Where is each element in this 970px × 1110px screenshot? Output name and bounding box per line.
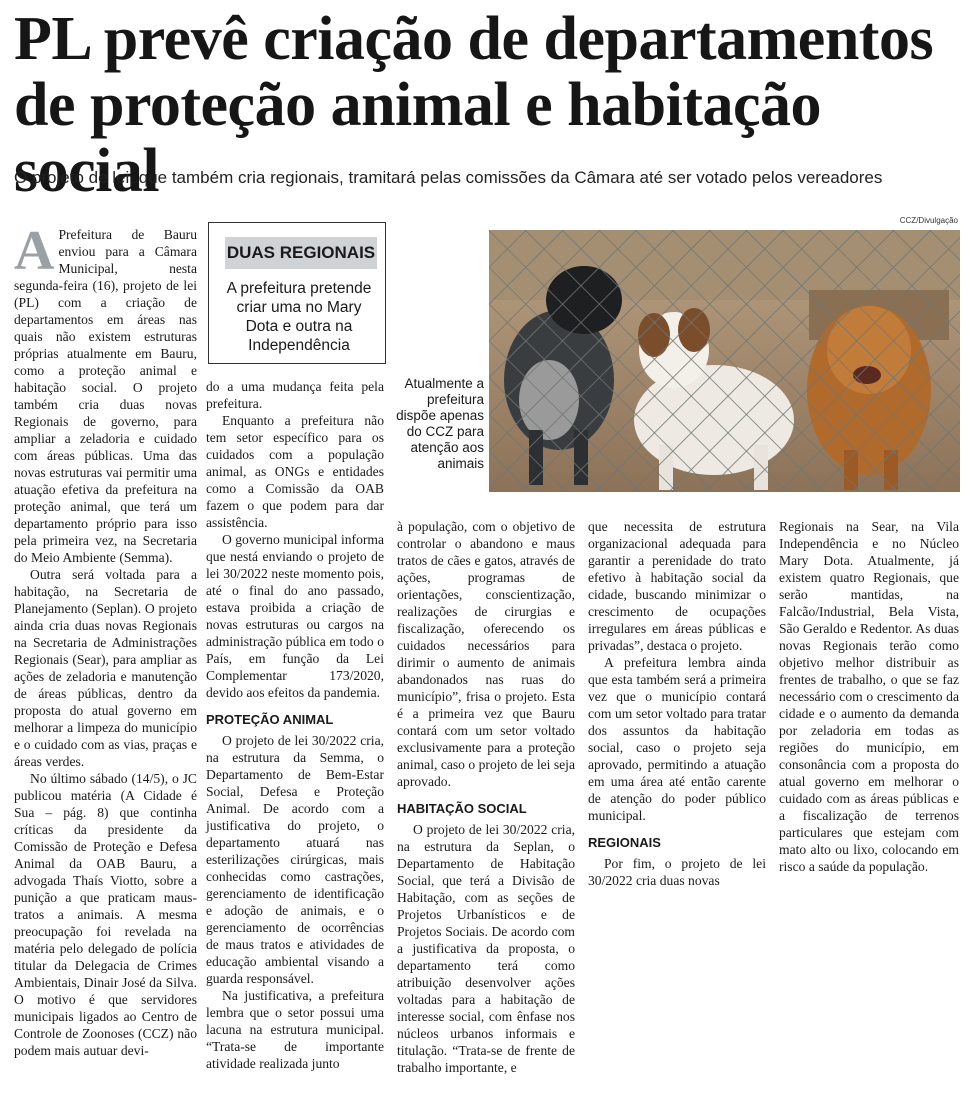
article-paragraph: O projeto de lei 30/2022 cria, na estrutura da Seplan, o Departamento de Habitação Social, que terá a Divisão de Habitação, com as seções de Projetos Urbanísticos e de Projetos Sociais. De acordo com a justificativa da proposta, o departamento terá como atribuição desenvolver ações voltadas para a habitação de interesse social, com ênfase nos núcleos urbanos informais e titulação. “Trata-se de frente de trabalho importante, e bbox=[397, 822, 575, 1075]
sidebar-box-text: A prefeitura pretende criar uma no Mary Dota e outra na Independência bbox=[226, 280, 372, 354]
section-heading-regionais: REGIONAIS bbox=[588, 835, 661, 850]
article-column-3 bbox=[397, 518, 575, 1076]
article-paragraph: Por fim, o projeto de lei 30/2022 cria duas novas bbox=[588, 856, 766, 888]
article-paragraph: No último sábado (14/5), o JC publicou matéria (A Cidade é Sua – pág. 8) que continha críticas da presidente da Comissão de Proteção e Defesa Animal da OAB Bauru, a advogada Thaís Viotto, sobre a punição a que praticam maus-tratos a animais. A mesma preocupação foi revelada na matéria pelo delegado de polícia titular da Delegacia de Crimes Ambientais, Dinair José da Silva. O motivo é que servidores municipais ligados ao Centro de Controle de Zoonoses (CCZ) não podem mais autuar devi- bbox=[14, 771, 197, 1058]
dogs-photo bbox=[489, 230, 960, 492]
photo-credit: CCZ/Divulgação bbox=[899, 216, 958, 225]
article-paragraph: A prefeitura lembra ainda que esta também será a primeira vez que o município contará com um setor voltado para tratar dos assuntos da habitação social, caso o projeto seja aprovado, permitindo a atuação em uma área até então carente de atenção do poder público municipal. bbox=[588, 655, 766, 823]
article-column-5 bbox=[779, 518, 959, 875]
article-paragraph: Enquanto a prefeitura não tem setor específico para os cuidados com a população animal, as ONGs e entidades como a Comissão da OAB fazem o que podem para dar assistência. bbox=[206, 413, 384, 530]
article-paragraph: que necessita de estrutura organizacional adequada para garantir a perenidade do trato efetivo à habitação social da cidade, buscando minimizar o crescimento de ocupações irregulares em áreas públicas e privadas”, destaca o projeto. bbox=[588, 519, 766, 653]
sidebar-box-title: DUAS REGIONAIS bbox=[225, 237, 377, 269]
dogs-photo-image bbox=[489, 230, 960, 492]
article-column-2 bbox=[206, 378, 384, 1072]
sidebar-box bbox=[208, 222, 386, 364]
article-paragraph: Outra será voltada para a habitação, na Secretaria de Planejamento (Seplan). O projeto ainda cria duas novas Regionais na Secretaria de Administrações Regionais (Sear), para ampliar as ações de zeladoria e manutenção de áreas públicas, dentro da proposta do atual governo em melhorar a limpeza do município e o cuidado com as vias, praças e áreas verdes. bbox=[14, 567, 197, 769]
article-paragraph: do a uma mudança feita pela prefeitura. bbox=[206, 379, 384, 411]
section-heading-protecao-animal: PROTEÇÃO ANIMAL bbox=[206, 712, 334, 727]
article-paragraph: Regionais na Sear, na Vila Independência e no Núcleo Mary Dota. Atualmente, já existem quatro Regionais, que serão mantidas, na Falcão/Industrial, Bela Vista, São Geraldo e Redentor. As duas novas Regionais terão como objetivo melhor distribuir as frentes de trabalho, o que se faz necessário com o crescimento da cidade e o aumento da demanda por zeladoria em todas as regiões do município, em consonância com a proposta do atual governo em melhorar o cuidado com as áreas públicas e a fiscalização de terrenos particulares que estejam com mato alto ou lixo, colocando em risco a saúde da população. bbox=[779, 519, 959, 874]
headline: PL prevê criação de departamentos de proteção animal e habitação social bbox=[14, 5, 934, 205]
drop-cap: A bbox=[14, 220, 55, 282]
article-column-4 bbox=[588, 518, 766, 889]
article-paragraph: O governo municipal informa que nestá enviando o projeto de lei 30/2022 neste momento pois, até o final do ano passado, estava proibida a criação de novas estruturas ou cargos na administração pública em todo o País, em função da Lei Complementar 173/2020, devido aos efeitos da pandemia. bbox=[206, 532, 384, 700]
section-heading-habitacao-social: HABITAÇÃO SOCIAL bbox=[397, 801, 527, 816]
article-paragraph: à população, com o objetivo de controlar o abandono e maus tratos de cães e gatos, através de ações, programas de orientações, conscientização, realizações de cirurgias e fiscalização, oferecendo os cuidados necessários para dirimir o aumento de animais abandonados nas ruas do município”, frisa o projeto. Esta é a primeira vez que Bauru contará com um setor voltado exclusivamente para a proteção animal, caso o projeto de lei seja aprovado. bbox=[397, 519, 575, 789]
subtitle: O projeto de lei, que também cria regionais, tramitará pelas comissões da Câmara até ser votado pelos vereadores bbox=[14, 168, 883, 187]
article-paragraph: O projeto de lei 30/2022 cria, na estrutura da Semma, o Departamento de Bem-Estar Social, Defesa e Proteção Animal. De acordo com a justificativa do projeto, o departamento atuará nas esterilizações cirúrgicas, mais conhecidas como castrações, gerenciamento de identificação e adoção de animais, e o gerenciamento de ocorrências de maus tratos e atividades de educação ambiental visando a guarda responsável. bbox=[206, 733, 384, 986]
article-column-1 bbox=[14, 220, 197, 1059]
article-paragraph: A Prefeitura de Bauru enviou para a Câmara Municipal, nesta segunda-feira (16), projeto de lei (PL) com a criação de departamentos em áreas nas quais não existem estruturas próprias atualmente em Bauru, como a proteção animal e habitação social. O projeto também cria duas novas Regionais de governo, para ampliar a zeladoria e cuidado com áreas públicas. Uma das novas estruturas vai permitir uma atuação efetiva da prefeitura na proteção animal, que terá um departamento próprio para isso pela primeira vez, na Secretaria do Meio Ambiente (Semma). bbox=[14, 220, 197, 565]
article-paragraph: Na justificativa, a prefeitura lembra que o setor possui uma lacuna na estrutura municipal. “Trata-se de importante atividade realizada junto bbox=[206, 988, 384, 1071]
photo-caption: Atualmente a prefeitura dispõe apenas do CCZ para atenção aos animais bbox=[396, 376, 484, 471]
